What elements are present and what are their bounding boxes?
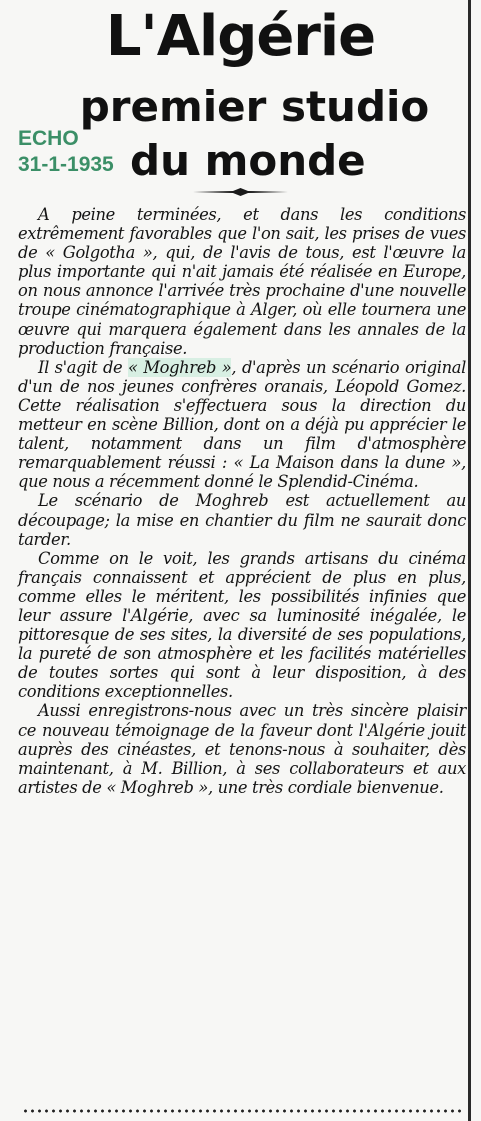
article-paragraph-4: Comme on le voit, les grands artisans du cinéma français connaissent et apprécient de plus en plus, comme elles le méritent, les possibilités infinies que leur assure l'Algérie, avec sa luminosité inégalée, le pittoresque de ses sites, la diversité de ses populations, la pureté de son atmosphère et les facilités matérielles de toutes sortes qui sont à leur disposition, à des conditions exceptionnelles. [18, 548, 466, 702]
dotted-separator [22, 1108, 462, 1114]
article-paragraph-5: Aussi enregistrons-nous avec un très sincère plaisir ce nouveau témoignage de la faveur dont l'Algérie jouit auprès des cinéastes, et tenons-nous à souhaiter, dès maintenant, à M. Billion, à ses collaborateurs et aux artistes de « Moghreb », une très cordiale bienvenue. [18, 701, 466, 797]
article-paragraph-3: Le scénario de Moghreb est actuellement au découpage; la mise en chantier du film ne saurait donc tarder. [18, 491, 466, 549]
article-paragraph-1: A peine terminées, et dans les conditions extrêmement favorables que l'on sait, les prises de vues de « Golgotha », qui, de l'avis de tous, est l'œuvre la plus importante qui n'ait jamais été réalisée en Europe, on nous annonce l'arrivée très prochaine d'une nouvelle troupe cinématographique à Alger, où elle tournera une œuvre qui marquera également dans les annales de la production française. [18, 205, 466, 358]
article-paragraph-2 [18, 358, 466, 492]
ornament-divider [193, 188, 288, 196]
source-date: 31-1-1935 [18, 153, 114, 176]
headline-line-3: du monde [130, 136, 366, 185]
paragraph-2-rest: , d'après un scénario original d'un de nos jeunes confrères oranais, Léopold Gomez. Cette réalisation s'effectuera sous la direction du metteur en scène Billion, dont on a déjà pu apprécier le talent, notamment dans un film d'atmosphère remarquablement réussi : « La Maison dans la dune », que nous a récemment donné le Splendid-Cinéma. [18, 357, 466, 492]
source-name: ECHO [18, 127, 79, 150]
headline-line-2: premier studio [79, 82, 430, 131]
headline-line-1: L'Algérie [105, 4, 376, 69]
column-rule [468, 0, 471, 1121]
film-title-highlight: « Moghreb » [128, 357, 232, 377]
paragraph-2-lead: Il s'agit de [38, 357, 129, 377]
article-body [18, 205, 466, 797]
source-annotation [18, 126, 114, 178]
